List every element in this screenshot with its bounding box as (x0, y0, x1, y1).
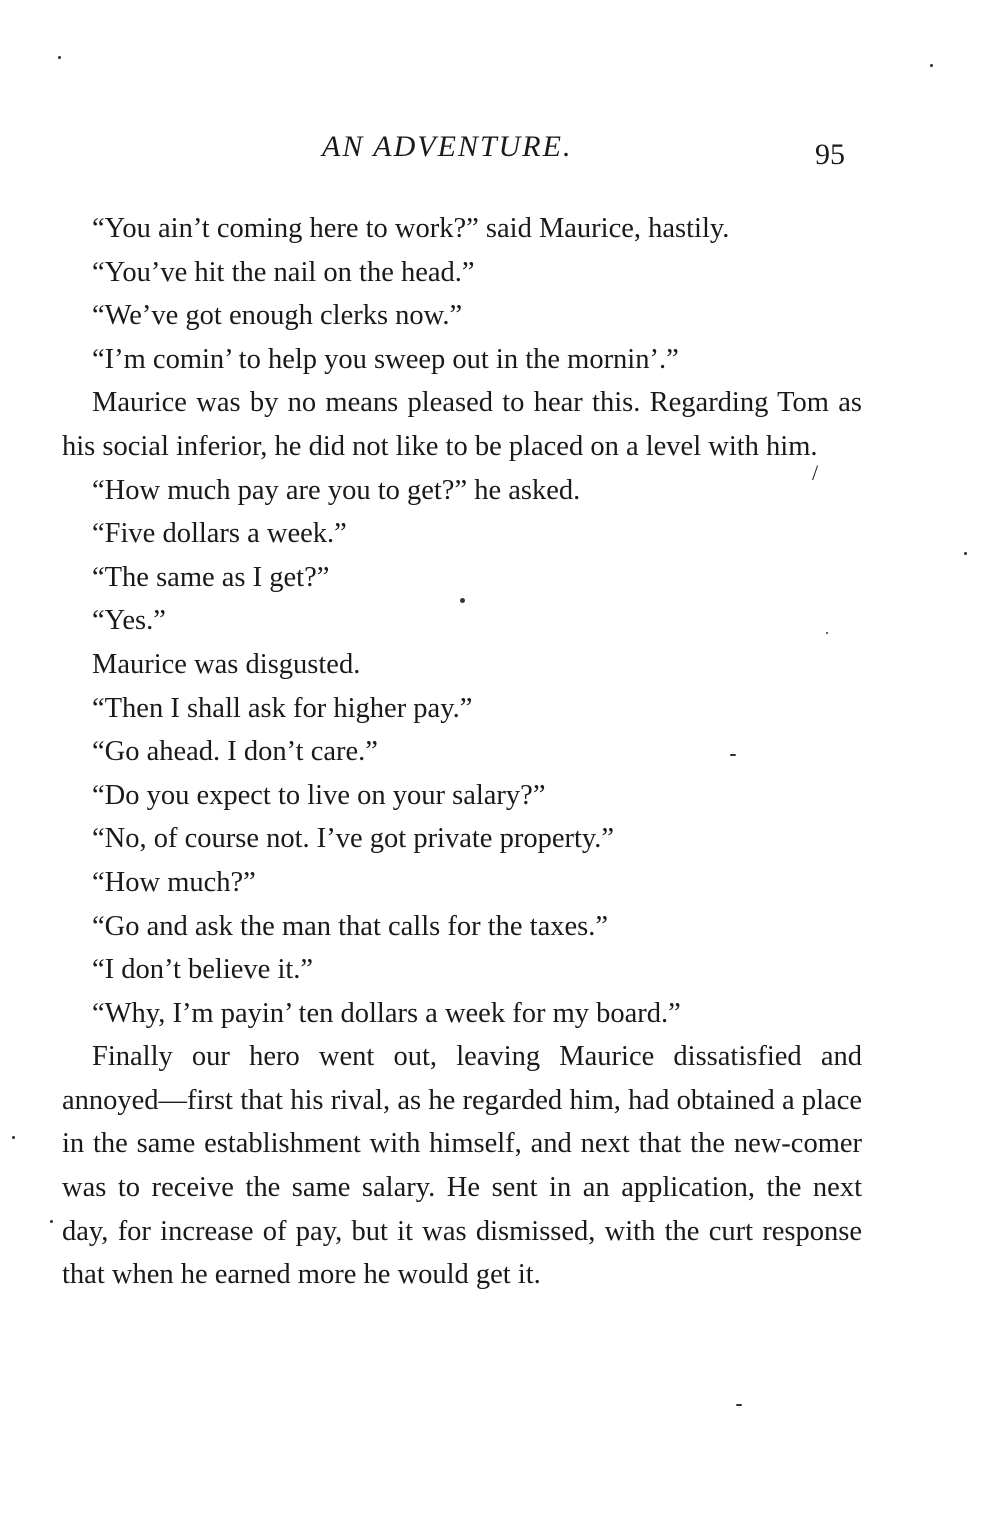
paragraph: “Then I shall ask for higher pay.” (92, 692, 473, 724)
paragraph: Maurice was disgusted. (92, 648, 361, 680)
paragraph: Finally our hero went out, leaving Maurice dissatisfied and annoyed—first that his rival, as he regarded him, had obtained a place in the same establishment with himself, and next that the new-comer was to receive the same salary. He sent in an application, the next day, for increase of pay, but it was dismissed, with the curt response that when he earned more he would get it. (62, 1041, 862, 1291)
paragraph: “I’m comin’ to help you sweep out in the mornin’.” (92, 343, 679, 375)
running-head (0, 130, 990, 170)
paragraph: “I don’t believe it.” (92, 954, 314, 986)
scan-speck (12, 1136, 15, 1139)
paragraph: “We’ve got enough clerks now.” (92, 300, 463, 332)
body-text (62, 207, 862, 1297)
page-number: 95 (815, 138, 845, 171)
scan-speck (964, 552, 967, 555)
scan-mark: / (812, 460, 819, 485)
paragraph: “Five dollars a week.” (92, 518, 347, 550)
paragraph: “How much?” (92, 866, 256, 898)
scan-speck (58, 56, 61, 59)
scan-speck (730, 754, 736, 756)
paragraph: Maurice was by no means pleased to hear this. Regarding Tom as his social inferior, he did not like to be placed on a level with him. (62, 387, 862, 462)
paragraph: “You’ve hit the nail on the head.” (92, 256, 475, 288)
paragraph: “Why, I’m payin’ ten dollars a week for my board.” (92, 997, 681, 1029)
paragraph: “No, of course not. I’ve got private property.” (92, 823, 615, 855)
paragraph: “Do you expect to live on your salary?” (92, 779, 546, 811)
paragraph: “The same as I get?” (92, 561, 330, 593)
scan-speck (736, 1404, 742, 1406)
scan-speck (50, 1220, 53, 1223)
paragraph: “You ain’t coming here to work?” said Maurice, hastily. (92, 213, 730, 244)
paragraph: “Yes.” (92, 605, 166, 637)
paragraph: “How much pay are you to get?” he asked. (92, 474, 581, 506)
scan-speck (460, 598, 465, 603)
scan-speck (826, 632, 828, 634)
paragraph: “Go ahead. I don’t care.” (92, 736, 378, 768)
running-title: AN ADVENTURE. (322, 130, 573, 163)
scan-speck (930, 64, 933, 67)
paragraph: “Go and ask the man that calls for the taxes.” (92, 910, 608, 942)
